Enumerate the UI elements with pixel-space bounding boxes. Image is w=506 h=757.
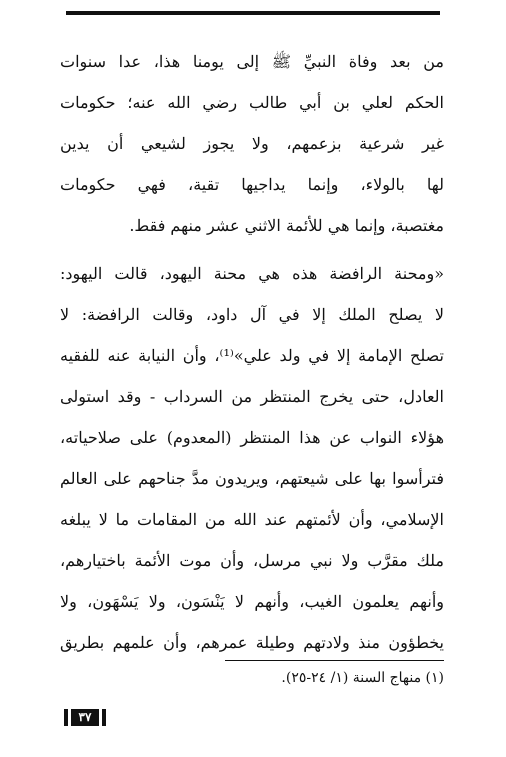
footnote-rule	[225, 660, 444, 661]
text-line: وأنهم يعلمون الغيب، وأنهم لا يَنْسَون، ولا يَسْهَون، ولا	[60, 592, 444, 611]
text-line: لا يصلح الملك إلا في آل داود، وقالت الرافضة: لا	[60, 305, 444, 324]
footnote: (١) منهاج السنة (١/ ٢٤-٢٥).	[281, 670, 444, 686]
text-line: الحكم لعلي بن أبي طالب رضي الله عنه؛ حكومات	[60, 93, 444, 112]
text-line: من بعد وفاة النبيِّ ﷺ إلى يومنا هذا، عدا سنوات	[60, 52, 444, 71]
text-line: مغتصبة، وإنما هي للأئمة الاثني عشر منهم فقط.	[129, 216, 444, 235]
text-line: غير شرعية بزعمهم، ولا يجوز لشيعي أن يدين	[60, 134, 444, 153]
text-line: هؤلاء النواب عن هذا المنتظر (المعدوم) على صلاحياته،	[60, 428, 444, 447]
page-number-bar-right	[102, 709, 106, 726]
paragraph-2	[60, 253, 444, 663]
text-line: «ومحنة الرافضة هذه هي محنة اليهود، قالت اليهود:	[60, 264, 444, 283]
page-number: ٣٧	[71, 709, 99, 726]
text-line: فترأسوا بها على شيعتهم، ويريدون مدَّ جناحهم على العالم	[60, 469, 444, 488]
text-line: يخطؤون منذ ولادتهم وطيلة عمرهم، وأن علمهم بطريق	[60, 633, 444, 652]
text-line: ملك مقرَّب ولا نبي مرسل، وأن موت الأئمة باختيارهم،	[60, 551, 444, 570]
text-line: الإسلامي، وأن لأئمتهم عند الله من المقامات ما لا يبلغه	[60, 510, 444, 529]
paragraph-1	[60, 41, 444, 246]
text-line: لها بالولاء، وإنما يداجيها تقية، فهي حكومات	[60, 175, 444, 194]
page-number-box	[64, 709, 106, 726]
text-line: تصلح الإمامة إلا في ولد علي»⁽¹⁾، وأن النيابة عنه للفقيه	[60, 346, 444, 365]
text-line: العادل، حتى يخرج المنتظر من السرداب - وقد استولى	[60, 387, 444, 406]
top-rule	[66, 11, 440, 15]
page-number-bar-left	[64, 709, 68, 726]
